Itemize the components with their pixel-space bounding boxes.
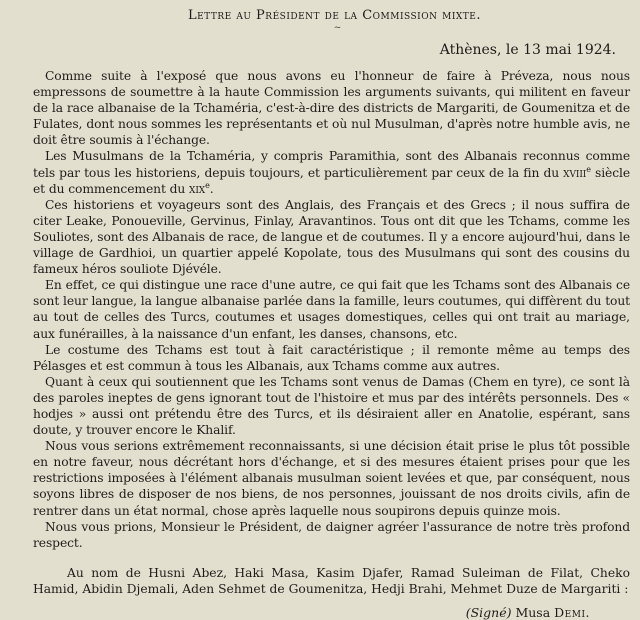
paragraph-6: Quant à ceux qui soutiennent que les Tchams sont venus de Damas (Chem en tyre), ce sont là des paroles ineptes de gens ignorant tout de l'histoire et mus par des intérêts personnels. Des « hodjes » aussi ont prétendu être des Turcs, et ils désiraient aller en Anatolie, espérant, sans doute, y trouver encore le Khalif. xyxy=(33,374,630,438)
letter-title-text: Lettre au Président de la Commission mixte. xyxy=(187,8,481,23)
paragraph-1: Comme suite à l'exposé que nous avons eu l'honneur de faire à Préveza, nous nous empressons de soumettre à la haute Commission les arguments suivants, qui militent en faveur de la race albanaise de la Tchaméria, c'est-à-dire des districts de Margariti, de Goumenitza et de Fulates, dont nous sommes les représentants et où nul Musulman, d'après notre humble avis, ne doit être soumis à l'échange. xyxy=(33,69,630,148)
paragraph-2-start: Les Musulmans de la Tchaméria, y compris Paramithia, sont des Albanais reconnus comme tels par tous les historiens, depuis toujours, et particulièrement par ceux de la fin du xyxy=(33,149,630,180)
paragraph-4: En effet, ce qui distingue une race d'une autre, ce qui fait que les Tchams sont des Albanais ce sont leur langue, la langue albanaise parlée dans la famille, leurs coutumes, qui diffèrent du tout au tout de celles des Turcs, coutumes et usages domestiques, celles qui ont trait au mariage, aux funérailles, à la naissance d'un enfant, les danses, chansons, etc. xyxy=(33,278,630,341)
paragraph-7: Nous vous serions extrêmement reconnaissants, si une décision était prise le plus tôt possible en notre faveur, nous décrétant hors d'échange, et si des mesures étaient prises pour que les restrictions imposées à l'élément albanais musulman soient levées et que, par conséquent, nous soyons libres de disposer de nos biens, de nos personnes, jouissant de nos droits civils, afin de rentrer dans un état normal, chose après laquelle nous soupirons depuis quinze mois. xyxy=(33,439,630,518)
dateline: Athènes, le 13 mai 1924. xyxy=(439,42,616,58)
paragraph-5: Le costume des Tchams est tout à fait caractéristique ; il remonte même au temps des Pélasges et est commun à tous les Albanais, aux Tchams comme aux autres. xyxy=(33,342,630,373)
paragraph-2-mid: siècle et du commencement du xyxy=(33,165,631,196)
signatories: Au nom de Husni Abez, Haki Masa, Kasim Djafer, Ramad Suleiman de Filat, Cheko Hamid, Abidin Djemali, Aden Sehmet de Goumenitza, Hedji Brahi, Mehmet Duze de Margariti : xyxy=(33,565,630,597)
century-19: xix xyxy=(189,181,206,196)
century-19-suffix: e xyxy=(205,180,210,190)
paragraph-8: Nous vous prions, Monsieur le Président, de daigner agréer l'assurance de notre très profond respect. xyxy=(33,519,630,550)
signed-label: (Signé) xyxy=(465,605,512,620)
letter-title xyxy=(33,8,630,23)
signer-first-name: Musa xyxy=(515,605,551,620)
century-18: xviii xyxy=(563,165,587,180)
letter-body xyxy=(33,68,630,551)
title-ornament: ~ xyxy=(333,23,342,33)
paragraph-3: Ces historiens et voyageurs sont des Anglais, des Français et des Grecs ; il nous suffira de citer Leake, Ponoueville, Gervinus, Finlay, Aravantinos. Tous ont dit que les Tchams, comme les Souliotes, sont des Albanais de race, de langue et de coutumes. Il y a encore aujourd'hui, dans le village de Gardhioi, un quartier appelé Kopolate, tous des Musulmans qui sont des cousins du fameux héros souliote Djévéle. xyxy=(33,197,630,277)
signer-last-name: Demi. xyxy=(554,605,590,620)
paragraph-2-end: . xyxy=(209,181,214,196)
century-18-suffix: e xyxy=(586,164,591,174)
paragraph-2 xyxy=(33,148,630,196)
